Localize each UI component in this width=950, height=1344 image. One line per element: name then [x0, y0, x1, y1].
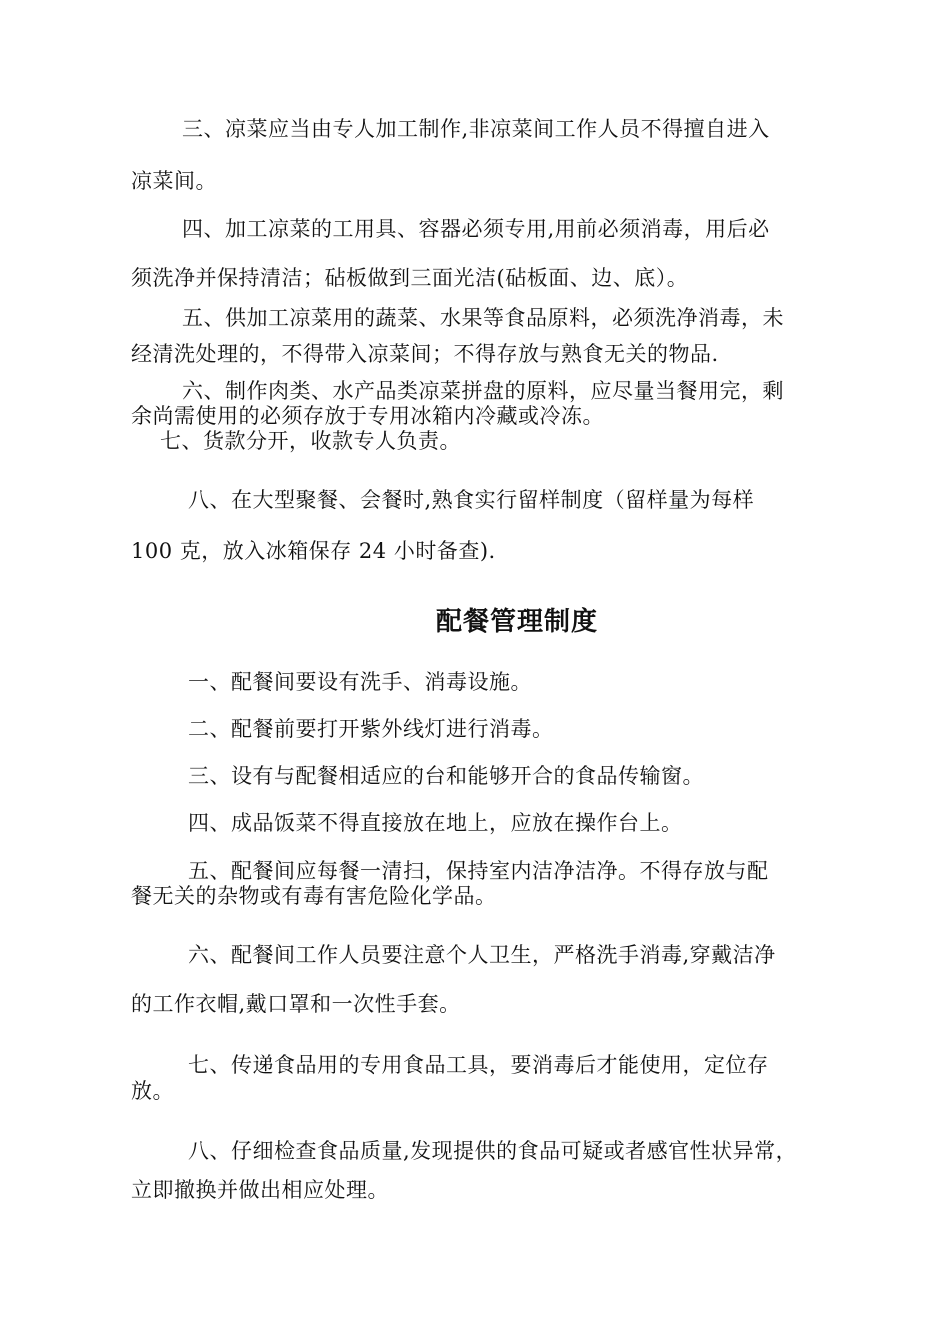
item-6-line-1: 六、配餐间工作人员要注意个人卫生，严格洗手消毒,穿戴洁净 — [188, 943, 776, 967]
item-1: 一、配餐间要设有洗手、消毒设施。 — [188, 670, 532, 694]
rule-5-line-2: 经清洗处理的，不得带入凉菜间；不得存放与熟食无关的物品. — [131, 342, 719, 366]
item-4: 四、成品饭菜不得直接放在地上，应放在操作台上。 — [188, 811, 683, 835]
rule-5-line-1: 五、供加工凉菜用的蔬菜、水果等食品原料，必须洗净消毒，未 — [182, 306, 784, 330]
item-6-line-2: 的工作衣帽,戴口罩和一次性手套。 — [131, 992, 461, 1016]
rule-4-line-2: 须洗净并保持清洁；砧板做到三面光洁(砧板面、边、底）。 — [131, 266, 689, 290]
item-7-line-1: 七、传递食品用的专用食品工具，要消毒后才能使用，定位存 — [188, 1053, 769, 1077]
item-2: 二、配餐前要打开紫外线灯进行消毒。 — [188, 717, 554, 741]
item-5-line-1: 五、配餐间应每餐一清扫，保持室内洁净洁净。不得存放与配 — [188, 859, 769, 883]
rule-6-line-2: 余尚需使用的必须存放于专用冰箱内冷藏或冷冻。 — [131, 404, 604, 428]
item-3: 三、设有与配餐相适应的台和能够开合的食品传输窗。 — [188, 764, 704, 788]
rule-3-line-1: 三、凉菜应当由专人加工制作,非凉菜间工作人员不得擅自进入 — [182, 117, 770, 141]
item-5-line-2: 餐无关的杂物或有毒有害危险化学品。 — [131, 884, 497, 908]
rule-7-line-1: 七、货款分开，收款专人负责。 — [160, 429, 461, 453]
item-7-line-2: 放。 — [131, 1079, 174, 1103]
rule-4-line-1: 四、加工凉菜的工用具、容器必须专用,用前必须消毒，用后必 — [182, 217, 770, 241]
rule-6-line-1: 六、制作肉类、水产品类凉菜拼盘的原料，应尽量当餐用完，剩 — [182, 379, 784, 403]
section-title: 配餐管理制度 — [435, 607, 598, 637]
rule-8-line-2: 100 克，放入冰箱保存 24 小时备查). — [131, 539, 496, 563]
item-8-line-2: 立即撤换并做出相应处理。 — [131, 1178, 389, 1202]
rule-3-line-2: 凉菜间。 — [131, 169, 217, 193]
item-8-line-1: 八、仔细检查食品质量,发现提供的食品可疑或者感官性状异常， — [188, 1139, 798, 1163]
rule-8-line-1: 八、在大型聚餐、会餐时,熟食实行留样制度（留样量为每样 — [188, 488, 755, 512]
